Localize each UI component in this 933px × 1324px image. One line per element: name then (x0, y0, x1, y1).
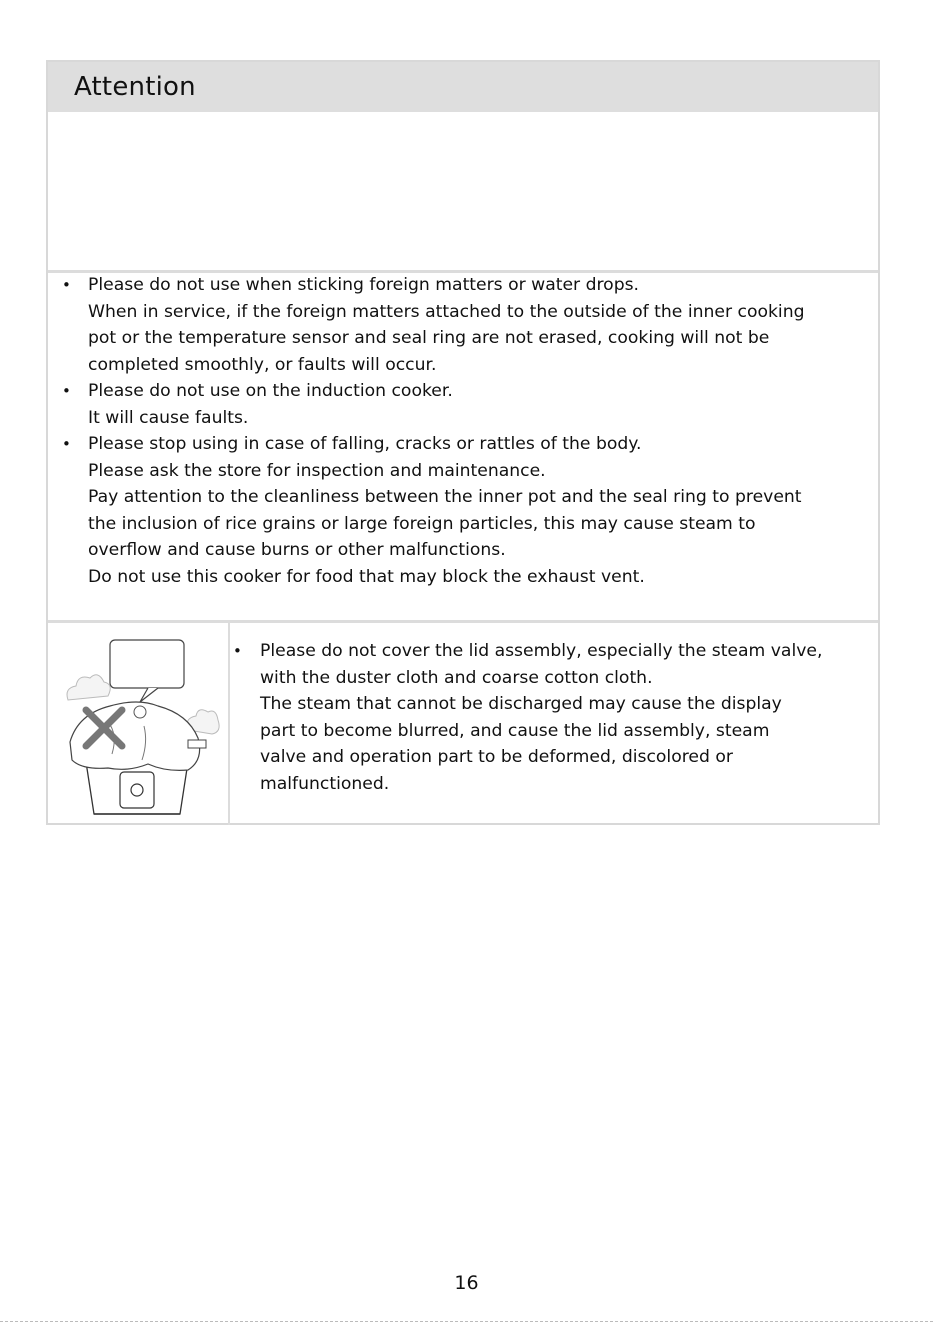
item-text: pot or the temperature sensor and seal ring are not erased, cooking will not be (88, 328, 770, 348)
bullet: • (233, 642, 242, 660)
cooker-covered-illustration (48, 622, 228, 825)
item-text: part to become blurred, and cause the lid assembly, steam (260, 720, 770, 741)
item-text: It will cause faults. (88, 407, 249, 428)
bullet: • (62, 435, 71, 453)
item-text: malfunctioned. (260, 773, 390, 794)
blank-area (48, 112, 878, 270)
item-text: When in service, if the foreign matters attached to the outside of the inner cooking (88, 301, 805, 322)
item-text: The steam that cannot be discharged may cause the display (260, 694, 782, 714)
cover-warning-text (230, 638, 878, 797)
item-text: Pay attention to the cleanliness between the inner pot and the seal ring to prevent (88, 487, 802, 507)
item-text: the inclusion of rice grains or large foreign particles, this may cause steam to (88, 513, 756, 534)
list-item (230, 638, 878, 797)
precautions-list (48, 272, 878, 590)
item-text: overflow and cause burns or other malfunctions. (88, 540, 506, 560)
item-text: valve and operation part to be deformed, discolored or (260, 747, 733, 767)
bullet: • (62, 276, 71, 294)
attention-header (48, 62, 878, 112)
attention-title: Attention (74, 72, 196, 102)
item-text: Please do not use on the induction cooker. (88, 381, 453, 401)
illustration-cell (48, 622, 230, 825)
item-text: with the duster cloth and coarse cotton cloth. (260, 667, 653, 688)
item-text: Please ask the store for inspection and maintenance. (88, 460, 546, 481)
list-item (48, 272, 878, 378)
attention-box (46, 60, 880, 825)
bullet: • (62, 382, 71, 400)
list-item (48, 431, 878, 590)
item-text: Please do not use when sticking foreign matters or water drops. (88, 275, 640, 295)
list-item (48, 378, 878, 431)
item-text: Do not use this cooker for food that may block the exhaust vent. (88, 566, 645, 587)
item-text: completed smoothly, or faults will occur. (88, 354, 437, 375)
cover-warning-section (48, 622, 878, 825)
page-number: 16 (454, 1272, 479, 1294)
item-text: Please stop using in case of falling, cracks or rattles of the body. (88, 434, 642, 454)
page-edge-rule (0, 1321, 933, 1322)
item-text: Please do not cover the lid assembly, especially the steam valve, (260, 641, 823, 661)
